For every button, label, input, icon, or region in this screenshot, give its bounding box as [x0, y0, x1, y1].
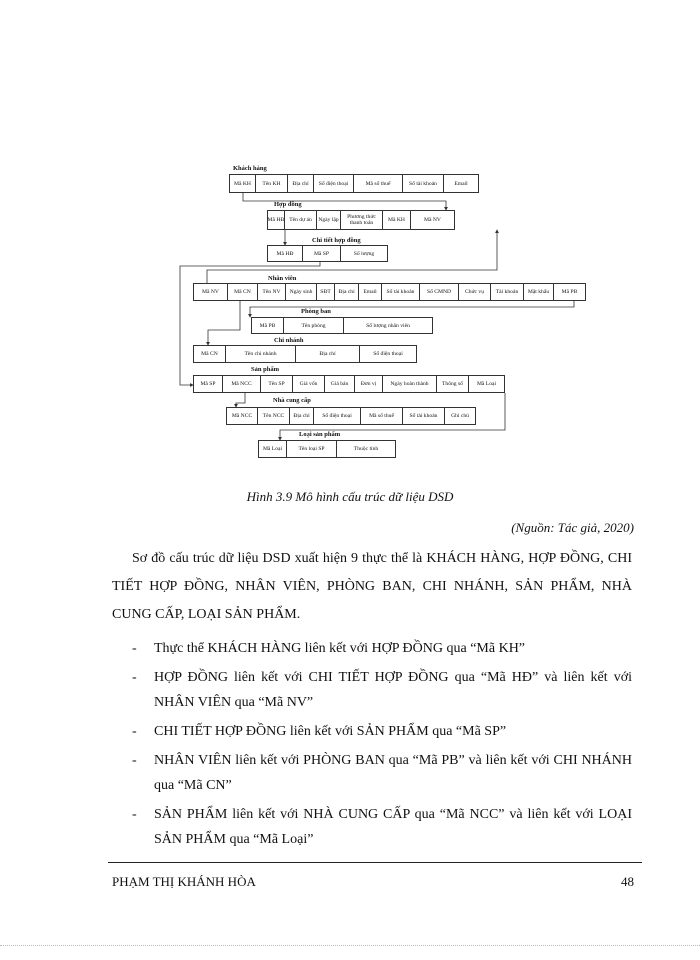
entity-field: Mã số thuế	[354, 175, 403, 192]
entity-field: Mã NCC	[227, 408, 258, 424]
entity-field: Chức vụ	[459, 284, 491, 300]
entity-field: Mã HĐ	[268, 246, 303, 261]
entity-field: Số tài khoản	[403, 175, 444, 192]
list-item	[132, 748, 632, 798]
entity-table-san-pham	[193, 375, 505, 393]
entity-field: Mã SP	[194, 376, 223, 392]
link-nv-pb	[250, 301, 574, 317]
entity-field: Thuộc tính	[353, 446, 379, 452]
entity-field: Mã PB	[561, 289, 578, 295]
entity-field: Email	[359, 284, 382, 300]
entity-field: Mã PB	[252, 318, 284, 333]
entity-field: Tên NV	[258, 284, 286, 300]
entity-field: Mã NV	[194, 284, 228, 300]
footer-author: PHẠM THỊ KHÁNH HÒA	[112, 874, 256, 889]
entity-field: Ngày hoàn thành	[383, 376, 437, 392]
entity-field: Mã NCC	[223, 376, 261, 392]
entity-field: Địa chỉ	[288, 175, 314, 192]
entity-field: Số tài khoản	[403, 408, 445, 424]
entity-field: Mã NV	[424, 217, 441, 223]
list-item-text: NHÂN VIÊN liên kết với PHÒNG BAN qua “Mã PB” và liên kết với CHI NHÁNH qua “Mã CN”	[154, 753, 632, 793]
list-item-text: HỢP ĐỒNG liên kết với CHI TIẾT HỢP ĐỒNG qua “Mã HĐ” và liên kết với NHÂN VIÊN qua “Mã NV”	[154, 670, 632, 710]
entity-field: Tên KH	[256, 175, 288, 192]
entity-field: Mã Loại	[259, 441, 287, 457]
entity-field: Số điện thoại	[314, 175, 354, 192]
entity-field: Mật khẩu	[524, 284, 554, 300]
entity-field: Ghi chú	[451, 413, 469, 419]
entity-field: Tên SP	[261, 376, 293, 392]
entity-table-hop-dong	[267, 210, 455, 230]
entity-field: Mã số thuế	[361, 408, 403, 424]
entity-table-phong-ban	[251, 317, 433, 334]
entity-field: Địa chỉ	[296, 346, 360, 362]
entity-title-khach-hang: Khách hàng	[233, 165, 267, 172]
bullet-dash: -	[132, 641, 137, 656]
entity-title-hop-dong: Hợp đồng	[274, 201, 302, 208]
entity-field: Số điện thoại	[373, 351, 403, 357]
entity-field: Tên phòng	[284, 318, 344, 333]
entity-field: Ngày sinh	[286, 284, 317, 300]
entity-table-nhan-vien	[193, 283, 586, 301]
dsd-diagram	[0, 0, 700, 470]
entity-field: Giá bán	[325, 376, 355, 392]
list-item	[132, 802, 632, 852]
list-item-text: CHI TIẾT HỢP ĐỒNG liên kết với SẢN PHẨM qua “Mã SP”	[154, 724, 507, 739]
entity-title-nha-cung-cap: Nhà cung cấp	[273, 397, 311, 404]
entity-field: Mã CN	[228, 284, 258, 300]
entity-field: SĐT	[317, 284, 335, 300]
entity-field: Ngày lập	[317, 211, 341, 229]
entity-field: Số điện thoại	[314, 408, 361, 424]
figure-caption: Hình 3.9 Mô hình cấu trúc dữ liệu DSD	[246, 489, 454, 504]
entity-field: Mã SP	[303, 246, 341, 261]
bullet-dash: -	[132, 670, 137, 685]
entity-table-nha-cung-cap	[226, 407, 476, 425]
entity-title-nhan-vien: Nhân viên	[268, 275, 297, 282]
entity-field: Số CMND	[420, 284, 459, 300]
entity-title-chi-tiet-hop-dong: Chi tiết hợp đồng	[312, 237, 361, 244]
entity-field: Mã KH	[383, 211, 411, 229]
entity-field: Mã HĐ	[268, 211, 285, 229]
entity-table-loai-san-pham	[258, 440, 396, 458]
link-nv-cn	[208, 301, 240, 345]
entity-field: Số lượng nhân viên	[366, 322, 410, 329]
entity-field: Thông số	[437, 376, 469, 392]
bullet-dash: -	[132, 753, 137, 768]
entity-title-san-pham: Sản phẩm	[251, 366, 279, 373]
bullet-dash: -	[132, 807, 137, 822]
entity-field: Giá vốn	[293, 376, 325, 392]
page-bottom-edge	[0, 945, 700, 946]
entity-field: Mã KH	[230, 175, 256, 192]
list-item	[132, 719, 632, 744]
list-item	[132, 636, 632, 661]
list-item-text: SẢN PHẨM liên kết với NHÀ CUNG CẤP qua “Mã NCC” và liên kết với LOẠI SẢN PHẨM qua “Mã Loại”	[154, 807, 632, 847]
entity-table-khach-hang	[229, 174, 479, 193]
entity-field: Đơn vị	[355, 376, 383, 392]
entity-title-phong-ban: Phòng ban	[301, 308, 331, 315]
entity-title-chi-nhanh: Chi nhánh	[274, 337, 304, 344]
page-number: 48	[621, 874, 634, 889]
entity-field: Địa chỉ	[290, 408, 314, 424]
entity-field: Địa chỉ	[335, 284, 359, 300]
entity-field: Số tài khoản	[382, 284, 420, 300]
relationship-list	[132, 636, 632, 856]
entity-field: Số lượng	[353, 250, 375, 257]
footer-rule	[108, 862, 642, 863]
body-paragraph: Sơ đồ cấu trúc dữ liệu DSD xuất hiện 9 thực thể là KHÁCH HÀNG, HỢP ĐỒNG, CHI TIẾT HỢP ĐỒNG, NHÂN VIÊN, PHÒNG BAN, CHI NHÁNH, SẢN PHẨM, NHÀ CUNG CẤP, LOẠI SẢN PHẨM.	[112, 551, 632, 622]
entity-field: Tài khoản	[491, 284, 524, 300]
entity-table-chi-tiet-hop-dong	[267, 245, 388, 262]
entity-field: Mã CN	[194, 346, 226, 362]
entity-field: Tên dự án	[285, 211, 317, 229]
entity-field: Mã Loại	[476, 381, 497, 387]
link-sp-ncc	[236, 393, 245, 407]
entity-title-loai-san-pham: Loại sản phẩm	[299, 431, 341, 438]
entity-field: Phương thức thanh toán	[341, 211, 383, 229]
relationship-lines	[0, 0, 700, 470]
list-item	[132, 665, 632, 715]
figure-source: (Nguồn: Tác giả, 2020)	[511, 520, 634, 535]
entity-field: Tên loại SP	[287, 441, 337, 457]
list-item-text: Thực thể KHÁCH HÀNG liên kết với HỢP ĐỒNG qua “Mã KH”	[154, 641, 526, 656]
entity-field: Tên chi nhánh	[226, 346, 296, 362]
entity-field: Tên NCC	[258, 408, 290, 424]
bullet-dash: -	[132, 724, 137, 739]
entity-table-chi-nhanh	[193, 345, 417, 363]
entity-field: Email	[454, 180, 468, 187]
